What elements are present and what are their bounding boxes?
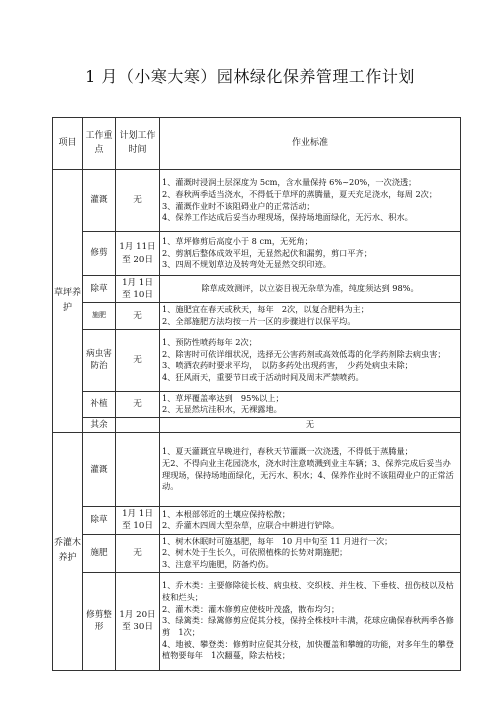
standard-line: 1、草坪修剪后高度小于 8 cm，无死角； [162,236,313,247]
standard-line: 4、地被、攀登类：修剪时应促其分枝，加快覆盖和攀缠的功能，对多年生的攀登植物要每年 1次翻蔓，除去枯枝； [162,638,454,661]
category-lawn: 草坪养护 [53,170,83,433]
standard-cell [160,170,461,232]
table-row [53,232,461,276]
header-row [53,118,461,170]
time-cell [116,433,160,507]
standard-line: 1、树木休眠时可施基肥，每年 10 月中旬至 11 月进行一次； [162,535,393,546]
standard-line: 3、灌溉作业时不该阻碍业户的正常活动； [162,200,315,211]
header-focus: 工作重点 [83,118,116,170]
standard-line: 2、灌木类：灌木修剪应使枝叶茂盛，散布均匀； [162,603,340,614]
standard-line: 2、剪割后整体成效平坦，无显然起伏和漏剪，剪口平齐； [162,247,372,258]
standard-line: 2、乔灌木四周大型杂草，应联合中耕进行铲除。 [162,520,340,531]
standard-cell [160,303,461,329]
time-cell: 1月 11日至 20日 [116,232,160,276]
time-cell [116,417,160,432]
time-cell: 1月 1日至 10日 [116,507,160,534]
time-cell: 无 [116,329,160,391]
time-cell: 无 [116,170,160,232]
item-cell: 病虫害防治 [83,329,116,391]
category-shrub: 乔灌木养护 [53,433,83,670]
standard-cell [160,534,461,572]
time-cell: 1月 1日至 10日 [116,276,160,303]
standard-cell [160,417,461,432]
standard-cell [160,232,461,276]
standard-cell [160,572,461,670]
item-cell: 灌溉 [83,433,116,507]
header-standard: 作业标准 [160,118,461,170]
standard-line: 无 [305,419,315,430]
item-cell: 施肥 [83,534,116,572]
standard-line: 无2、不得向业主花园浇水，浇水时注意喷溅到业主车辆；3、保养完成后妥当办理现场，保持场地面绿化，无污水、积水；4、保养作业时不该阻碍业户的正常活动。 [162,458,454,492]
standard-cell [160,391,461,417]
standard-line: 1、预防性喷药每年 2次； [162,336,257,347]
table-row [53,276,461,303]
standard-line: 2、树木处于生长久，可依照植株的长势对期施肥； [162,547,348,558]
standard-line: 1、施肥宜在春天或秋天，每年 2次，以复合肥料为主； [162,304,369,315]
table-row [53,534,461,572]
table-row [53,507,461,534]
header-project: 项目 [53,118,83,170]
standard-cell [160,329,461,391]
standard-line: 3、绿篱类：绿篱修剪应促其分枝，保持全株枝叶丰满，花球应确保春秋两季各修剪 1次； [162,615,454,637]
standard-line: 1、草坪覆盖率达到 95%以上； [162,392,284,403]
standard-line: 3、注意平均施肥，防备灼伤。 [162,558,274,569]
table-row [53,572,461,670]
standard-line: 2、无显然坑洼积水，无裸露地。 [162,404,282,415]
table-row [53,433,461,507]
standard-line: 2、春秋两季适当浇水，不得低于草坪的蒸腾量，夏天充足浇水，每周 2次； [162,188,438,199]
standard-cell [160,276,461,303]
time-cell: 无 [116,303,160,329]
work-plan-table [52,117,461,671]
standard-line: 1、本根部邻近的土壤应保持松散； [162,508,291,519]
table-row [53,417,461,432]
table-row [53,170,461,232]
standard-line: 3、喷洒农药时要求平均， 以防多药处出现药害， 少药处病虫未除； [162,360,413,371]
standard-cell [160,433,461,507]
item-cell: 其余 [83,417,116,432]
item-cell: 除草 [83,507,116,534]
item-cell: 修剪整形 [83,572,116,670]
header-time: 计划工作时间 [116,118,160,170]
time-cell: 无 [116,391,160,417]
item-cell: 补植 [83,391,116,417]
standard-line: 1、灌溉时浸润土层深度为 5cm，含水量保持 6%~20%，一次浇透； [162,177,417,188]
standard-line: 4、保养工作达成后妥当办理现场，保持场地面绿化，无污水、积水。 [162,212,413,223]
standard-line: 2、全部施肥方法均按一片一区的步骤进行以保平均。 [162,316,356,327]
standard-line: 2、除害时可依详细状况，选择无公害药剂或高效低毒的化学药剂除去病虫害； [162,348,446,359]
item-cell: 施肥 [83,303,116,329]
time-cell: 无 [116,534,160,572]
standard-line: 1、乔木类：主要修除徒长枝、病虫枝、交织枝、并生枝、下垂枝、扭伤枝以及枯枝和烂头； [162,580,454,602]
time-cell: 1月 20日至 30日 [116,572,160,670]
item-cell: 灌溉 [83,170,116,232]
standard-line: 3、四周不规划草边及转弯处无显然交织印迹。 [162,259,331,270]
standard-line: 4、狂风雨天，重要节日或于活动时间及周末严禁喷药。 [162,371,364,382]
table-row [53,391,461,417]
table-row [53,329,461,391]
standard-line: 除草成效测评，以立姿目视无杂草为准，纯度须达到 98%。 [201,283,419,294]
standard-line: 1、夏天灌溉宜早晚进行，春秋天节灌溉一次浇透，不得低于蒸腾量； [162,446,413,457]
item-cell: 除草 [83,276,116,303]
page-title: 1 月（小寒大寒）园林绿化保养管理工作计划 [85,67,415,86]
item-cell: 修剪 [83,232,116,276]
standard-cell [160,507,461,534]
table-row [53,303,461,329]
